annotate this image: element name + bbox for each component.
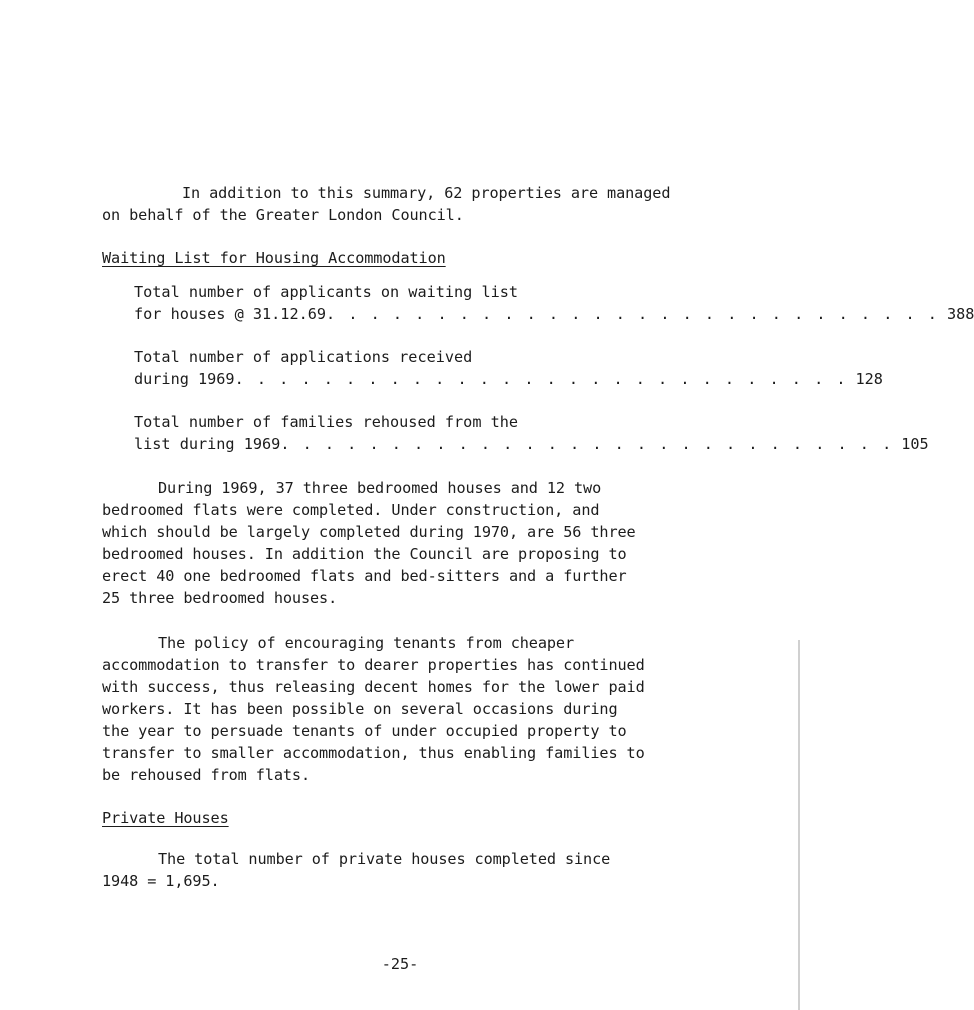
stat-label-line-2: for houses @ 31.12.69 <box>134 305 327 323</box>
intro-line-2: on behalf of the Greater London Council. <box>102 206 464 224</box>
paragraph-1969-line: erect 40 one bedroomed flats and bed-sitters and a further <box>102 567 627 585</box>
paragraph-policy-line: The policy of encouraging tenants from cheaper <box>158 634 575 652</box>
paragraph-1969-line: 25 three bedroomed houses. <box>102 589 338 607</box>
stat-label-line-2: during 1969 <box>134 370 235 388</box>
stat-label-line-1: Total number of applications received <box>134 348 473 366</box>
paragraph-policy-line: be rehoused from flats. <box>102 766 311 784</box>
leader-dots: . . . . . . . . . . . . . . . . . . . . . . . . . . . . <box>326 305 939 323</box>
private-houses-heading: Private Houses <box>102 809 229 827</box>
private-houses-line-2: 1948 = 1,695. <box>102 872 220 890</box>
stat-value: 388 <box>946 305 974 323</box>
stat-label-line-1: Total number of applicants on waiting list <box>134 283 519 301</box>
paragraph-policy-line: transfer to smaller accommodation, thus enabling families to <box>102 744 645 762</box>
paragraph-policy-line: workers. It has been possible on several occasions during <box>102 700 618 718</box>
intro-line-1: In addition to this summary, 62 properties are managed <box>182 184 671 202</box>
paragraph-policy-line: with success, thus releasing decent homes for the lower paid <box>102 678 645 696</box>
paragraph-1969-line: bedroomed flats were completed. Under construction, and <box>102 501 600 519</box>
paragraph-policy-line: accommodation to transfer to dearer properties has continued <box>102 656 645 674</box>
stat-value: 128 <box>855 370 883 388</box>
paragraph-policy-line: the year to persuade tenants of under occupied property to <box>102 722 627 740</box>
paragraph-1969-line: During 1969, 37 three bedroomed houses and 12 two <box>158 479 602 497</box>
stat-row-rehoused <box>134 411 929 455</box>
leader-dots: . . . . . . . . . . . . . . . . . . . . . . . . . . . . <box>234 370 848 388</box>
scan-edge-shadow <box>798 640 800 1010</box>
page-number: -25- <box>381 955 419 973</box>
paragraph-1969-line: bedroomed houses. In addition the Council are proposing to <box>102 545 627 563</box>
stat-row-applicants <box>134 281 974 325</box>
stat-value: 105 <box>901 435 929 453</box>
private-houses-line-1: The total number of private houses completed since <box>158 850 611 868</box>
stat-label-line-1: Total number of families rehoused from the <box>134 413 519 431</box>
waiting-list-heading: Waiting List for Housing Accommodation <box>102 249 446 267</box>
paragraph-1969-line: which should be largely completed during 1970, are 56 three <box>102 523 636 541</box>
stat-label-line-2: list during 1969 <box>134 435 281 453</box>
leader-dots: . . . . . . . . . . . . . . . . . . . . . . . . . . . . <box>280 435 894 453</box>
stat-row-applications <box>134 346 883 390</box>
